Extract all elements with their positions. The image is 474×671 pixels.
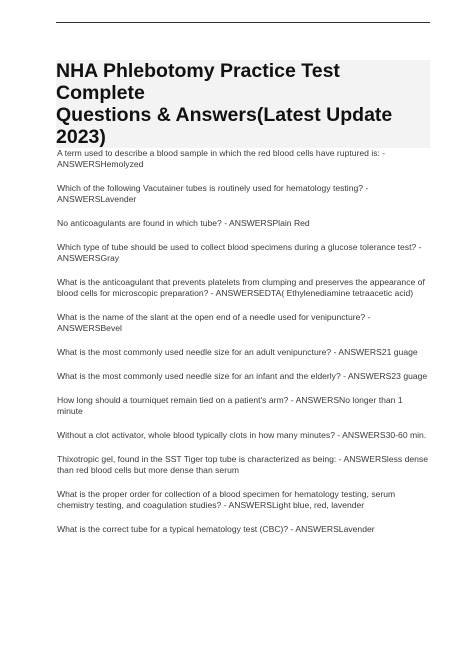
answer-text: ANSWERSLavender <box>295 524 375 534</box>
answer-text: ANSWERSNo longer than 1 minute <box>57 395 403 416</box>
title-line-1: NHA Phlebotomy Practice Test Complete <box>56 60 340 104</box>
question-text: What is the name of the slant at the open end of a needle used for venipuncture? - <box>57 312 371 322</box>
answer-text: ANSWERSEDTA( Ethylenediamine tetraacetic acid) <box>215 288 414 298</box>
answer-text: ANSWERSPlain Red <box>229 218 310 228</box>
question-text: A term used to describe a blood sample in which the red blood cells have ruptured is: - <box>57 148 386 158</box>
answer-text: ANSWERS21 guage <box>338 347 418 357</box>
answer-text: ANSWERSBevel <box>57 323 122 333</box>
question-text: What is the most commonly used needle size for an adult venipuncture? - <box>57 347 337 357</box>
answer-text: ANSWERSGray <box>57 253 120 263</box>
qa-item <box>57 148 429 170</box>
title-line-3: 2023) <box>56 126 106 148</box>
answer-text: ANSWERSHemolyzed <box>57 159 144 169</box>
title-line-2: Questions & Answers(Latest Update <box>56 104 393 126</box>
qa-item <box>57 218 429 229</box>
qa-item <box>57 524 429 535</box>
answer-text: ANSWERSLight blue, red, lavender <box>228 500 365 510</box>
qa-list <box>57 148 429 548</box>
qa-item <box>57 489 429 511</box>
qa-item <box>57 371 429 382</box>
qa-item <box>57 430 429 441</box>
question-text: How long should a tourniquet remain tied on a patient's arm? - <box>57 395 294 405</box>
question-text: Which type of tube should be used to collect blood specimens during a glucose tolerance test? - <box>57 242 422 252</box>
answer-text: ANSWERSless dense than red blood cells but more dense than serum <box>57 454 429 475</box>
qa-item <box>57 395 429 417</box>
qa-item <box>57 347 429 358</box>
document-title <box>56 60 430 148</box>
question-text: What is the anticoagulant that prevents platelets from clumping and preserves the appearance of blood cells for microscopic preparation? - <box>57 277 425 298</box>
title-block <box>56 60 430 148</box>
question-text: What is the proper order for collection of a blood specimen for hematology testing, serum chemistry testing, and coagulation studies? - <box>57 489 396 510</box>
answer-text: ANSWERS23 guage <box>347 371 428 381</box>
top-divider <box>56 22 430 23</box>
qa-item <box>57 183 429 205</box>
question-text: Without a clot activator, whole blood typically clots in how many minutes? - <box>57 430 341 440</box>
answer-text: ANSWERS30-60 min. <box>342 430 427 440</box>
question-text: Which of the following Vacutainer tubes is routinely used for hematology testing? - <box>57 183 369 193</box>
question-text: What is the correct tube for a typical hematology test (CBC)? - <box>57 524 294 534</box>
answer-text: ANSWERSLavender <box>57 194 137 204</box>
question-text: Thixotropic gel, found in the SST Tiger top tube is characterized as being: - <box>57 454 342 464</box>
qa-item <box>57 242 429 264</box>
question-text: No anticoagulants are found in which tube? - <box>57 218 228 228</box>
question-text: What is the most commonly used needle size for an infant and the elderly? - <box>57 371 346 381</box>
qa-item <box>57 454 429 476</box>
qa-item <box>57 312 429 334</box>
qa-item <box>57 277 429 299</box>
